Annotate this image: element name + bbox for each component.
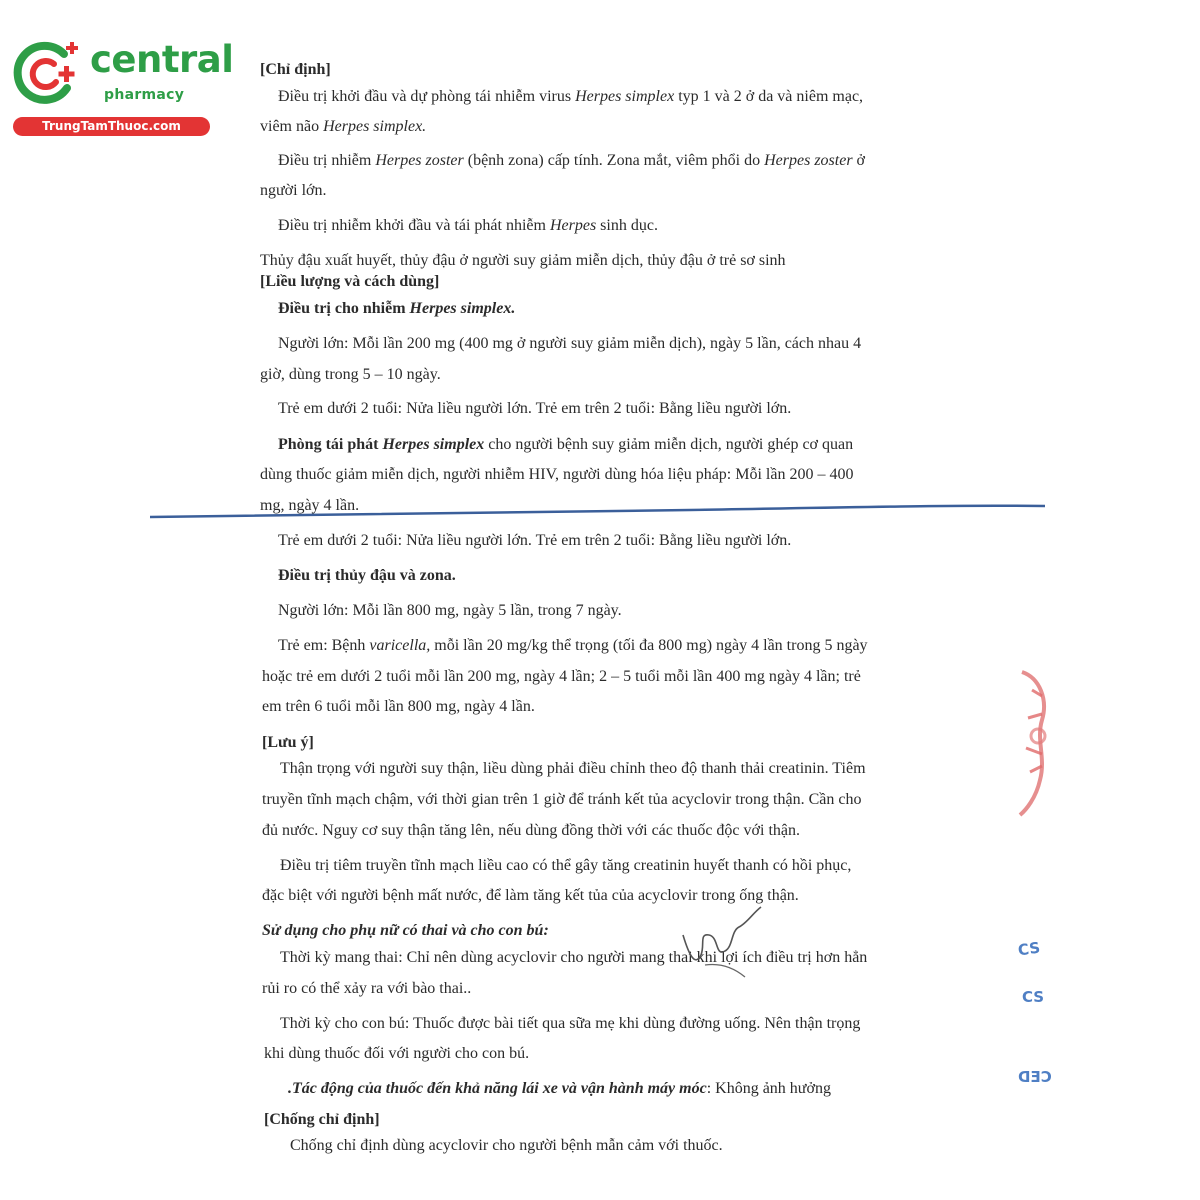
paragraph-line: Trẻ em dưới 2 tuổi: Nửa liều người lớn. Trẻ em trên 2 tuổi: Bằng liều người lớn. bbox=[278, 400, 792, 417]
paragraph-line: đủ nước. Nguy cơ suy thận tăng lên, nếu dùng đồng thời với các thuốc độc với thận. bbox=[262, 822, 800, 839]
heading-chi-dinh: [Chỉ định] bbox=[260, 61, 331, 78]
margin-stamp-marks bbox=[1010, 930, 1070, 1110]
paragraph-line: Người lớn: Mỗi lần 200 mg (400 mg ở người suy giảm miễn dịch), ngày 5 lần, cách nhau 4 bbox=[278, 335, 862, 352]
heading-luu-y: [Lưu ý] bbox=[262, 734, 314, 751]
paragraph-line: viêm não Herpes simplex. bbox=[260, 118, 427, 135]
paragraph-line: Điều trị nhiễm khởi đầu và tái phát nhiễm Herpes sinh dục. bbox=[278, 217, 658, 234]
paragraph-line: khi dùng thuốc đối với người cho con bú. bbox=[264, 1045, 530, 1062]
paragraph-line: Thủy đậu xuất huyết, thủy đậu ở người suy giảm miễn dịch, thủy đậu ở trẻ sơ sinh bbox=[260, 252, 786, 269]
heading-phu-nu-co-thai: Sử dụng cho phụ nữ có thai và cho con bú: bbox=[262, 922, 549, 939]
scan-divider-line bbox=[150, 502, 1045, 522]
paragraph-line: truyền tĩnh mạch chậm, với thời gian trên 1 giờ để tránh kết tủa acyclovir trong thận. Cần cho bbox=[262, 791, 862, 808]
paragraph-line: .Tác động của thuốc đến khả năng lái xe và vận hành máy móc: Không ảnh hưởng bbox=[288, 1080, 831, 1097]
paragraph-line: người lớn. bbox=[260, 182, 327, 199]
central-logo-icon bbox=[12, 40, 82, 106]
subheading-thuy-dau-zona: Điều trị thủy đậu và zona. bbox=[278, 567, 456, 584]
paragraph-line: Người lớn: Mỗi lần 800 mg, ngày 5 lần, trong 7 ngày. bbox=[278, 602, 622, 619]
logo-subtitle: pharmacy bbox=[104, 87, 185, 103]
logo-website: TrungTamThuoc.com bbox=[13, 117, 210, 136]
paragraph-line: đặc biệt với người bệnh mất nước, để làm tăng kết tủa của acyclovir trong ống thận. bbox=[262, 887, 799, 904]
subheading-herpes-simplex: Điều trị cho nhiễm Herpes simplex. bbox=[278, 300, 516, 317]
paragraph-line: Điều trị tiêm truyền tĩnh mạch liều cao có thể gây tăng creatinin huyết thanh có hồi phục, bbox=[280, 857, 852, 874]
heading-chong-chi-dinh: [Chống chỉ định] bbox=[264, 1111, 380, 1128]
paragraph-line: hoặc trẻ em dưới 2 tuổi mỗi lần 200 mg, ngày 4 lần; 2 – 5 tuổi mỗi lần 400 mg ngày 4 lần; trẻ bbox=[262, 668, 861, 685]
paragraph-line: rủi ro có thể xảy ra với bào thai.. bbox=[262, 980, 472, 997]
paragraph-line: Chống chỉ định dùng acyclovir cho người bệnh mẫn cảm với thuốc. bbox=[290, 1137, 723, 1154]
cs-mark-2: CS bbox=[1022, 988, 1045, 1006]
paragraph-line: em trên 6 tuổi mỗi lần 800 mg, ngày 4 lần. bbox=[262, 698, 535, 715]
paragraph-line: Điều trị nhiễm Herpes zoster (bệnh zona) cấp tính. Zona mắt, viêm phổi do Herpes zoster ở bbox=[278, 152, 866, 169]
paragraph-line: Thận trọng với người suy thận, liều dùng phải điều chỉnh theo độ thanh thải creatinin. Tiêm bbox=[280, 760, 866, 777]
paragraph-line: giờ, dùng trong 5 – 10 ngày. bbox=[260, 366, 441, 383]
paragraph-line: Điều trị khởi đầu và dự phòng tái nhiễm virus Herpes simplex typ 1 và 2 ở da và niêm mạc, bbox=[278, 88, 864, 105]
paragraph-line: Thời kỳ mang thai: Chỉ nên dùng acyclovir cho người mang thai khi lợi ích điều trị hơn hẳn bbox=[280, 949, 868, 966]
red-stamp-mark bbox=[1012, 660, 1058, 820]
paragraph-line: dùng thuốc giảm miễn dịch, người nhiễm HIV, người dùng hóa liệu pháp: Mỗi lần 200 – 400 bbox=[260, 466, 854, 483]
paragraph-line: Trẻ em: Bệnh varicella, mỗi lần 20 mg/kg thể trọng (tối đa 800 mg) ngày 4 lần trong 5 ngày bbox=[278, 637, 868, 654]
paragraph-line: Phòng tái phát Herpes simplex cho người bệnh suy giảm miễn dịch, người ghép cơ quan bbox=[278, 436, 854, 453]
central-pharmacy-logo[interactable] bbox=[12, 38, 234, 138]
cs-mark-1: CS bbox=[1016, 938, 1042, 960]
heading-lieu-luong: [Liều lượng và cách dùng] bbox=[260, 273, 440, 290]
paragraph-line: Thời kỳ cho con bú: Thuốc được bài tiết qua sữa mẹ khi dùng đường uống. Nên thận trọng bbox=[280, 1015, 861, 1032]
signature-mark bbox=[675, 905, 775, 985]
paragraph-line: Trẻ em dưới 2 tuổi: Nửa liều người lớn. Trẻ em trên 2 tuổi: Bằng liều người lớn. bbox=[278, 532, 792, 549]
ced-mark: CED bbox=[1018, 1068, 1052, 1086]
logo-name: central bbox=[90, 38, 234, 81]
paragraph-line: mg, ngày 4 lần. bbox=[260, 497, 360, 514]
